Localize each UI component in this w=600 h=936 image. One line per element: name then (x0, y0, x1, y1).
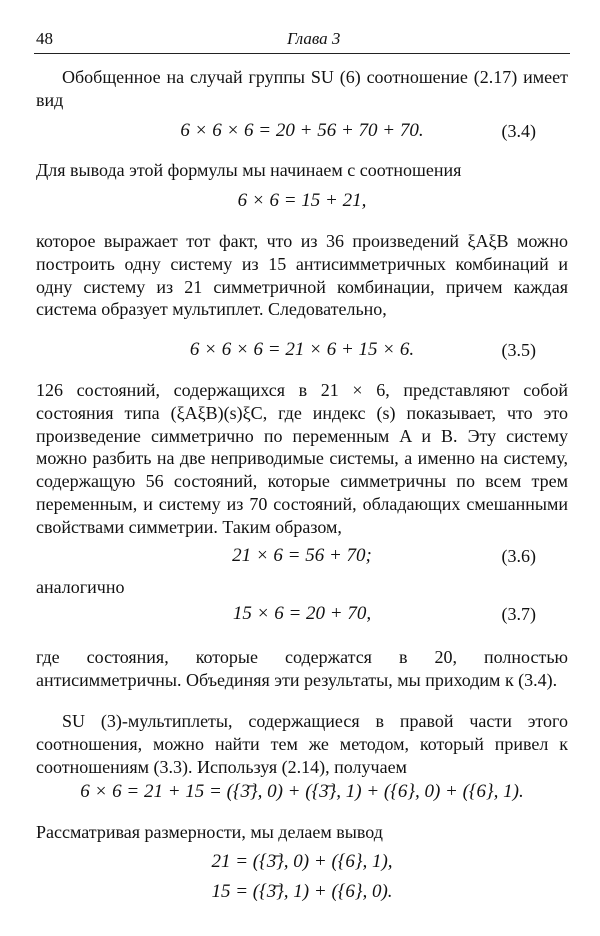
equation-decomposition-body: 6 × 6 = 21 + 15 = ({3̄}, 0) + ({3̄}, 1) + ({6}, 0) + ({6}, 1). (80, 781, 524, 802)
paragraph-similarly: аналогично (36, 577, 125, 597)
paragraph-antisym: где состояния, которые содержатся в 20, полностью антисимметричны. Объединяя эти результаты, мы приходим к (3.4). (36, 647, 568, 690)
paragraph-intro: Обобщенное на случай группы SU (6) соотношение (2.17) имеет вид (36, 67, 568, 110)
equation-3-5-number: (3.5) (501, 340, 536, 360)
equation-21-body: 21 = ({3̄}, 0) + ({6}, 1), (211, 851, 393, 872)
equation-3-7-number: (3.7) (501, 604, 536, 624)
chapter-title: Глава 3 (287, 29, 341, 48)
equation-3-7 (36, 603, 568, 625)
equation-decomposition (36, 781, 568, 803)
equation-3-4-body: 6 × 6 × 6 = 20 + 56 + 70 + 70. (180, 120, 424, 141)
paragraph-derive: Для вывода этой формулы мы начинаем с соотношения (36, 160, 462, 180)
equation-3-5-body: 6 × 6 × 6 = 21 × 6 + 15 × 6. (189, 339, 415, 360)
equation-3-6-number: (3.6) (501, 546, 536, 566)
paragraph-dims: Рассматривая размерности, мы делаем вывод (36, 822, 383, 842)
paragraph-states: 126 состояний, содержащихся в 21 × 6, представляют собой состояния типа (ξAξB)(s)ξC, где индекс (s) показывает, что это произведение симметрично по переменным A и B. Эту систему можно разбить на две неприводимые системы, а именно на систему, содержащую 56 состояний, которые симметричны по всем трем переменным, и систему из 70 состояний, обладающих смешанными свойствами симметрии. Таким образом, (36, 380, 568, 537)
equation-15 (36, 881, 568, 903)
header-rule (34, 53, 570, 54)
page-number: 48 (36, 29, 53, 48)
paragraph-su3: SU (3)-мультиплеты, содержащиеся в правой части этого соотношения, можно найти тем же методом, который привел к соотношениям (3.3). Используя (2.14), получаем (36, 711, 568, 777)
equation-6x6-body: 6 × 6 = 15 + 21, (237, 190, 367, 211)
equation-3-6 (36, 545, 568, 567)
equation-3-7-body: 15 × 6 = 20 + 70, (232, 603, 372, 624)
equation-6x6 (36, 190, 568, 212)
equation-15-body: 15 = ({3̄}, 1) + ({6}, 0). (211, 881, 393, 902)
equation-3-6-body: 21 × 6 = 56 + 70; (232, 545, 372, 566)
equation-3-4 (36, 120, 568, 142)
equation-21 (36, 851, 568, 873)
equation-3-4-number: (3.4) (501, 121, 536, 141)
equation-3-5 (36, 339, 568, 361)
paragraph-explain: которое выражает тот факт, что из 36 произведений ξAξB можно построить одну систему из 15 антисимметричных комбинаций и одну систему из 21 симметричной комбинации, причем каждая система образует мультиплет. Следовательно, (36, 231, 568, 320)
